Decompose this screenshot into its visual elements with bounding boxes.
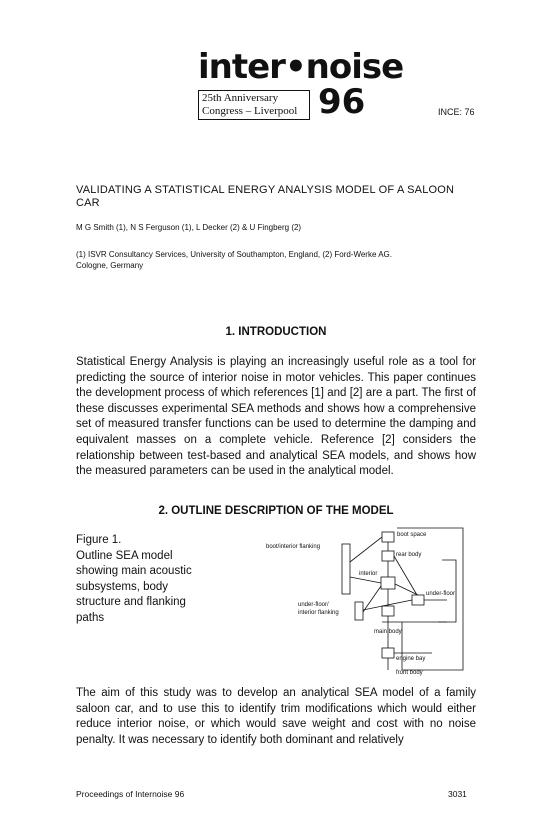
diagram-link: [350, 577, 381, 583]
figure-caption-line: Outline SEA model: [76, 549, 173, 562]
intro-paragraph: Statistical Energy Analysis is playing an increasingly useful role as a tool for predicting the source of interior noise in motor vehicles. This paper continues the development process of which references [1] and [2] are a part. The first of these discusses experimental SEA methods and shows how a comprehensive set of measured transfer functions can be used to determine the damping and equivalent masses on a complete vehicle. Reference [2] considers the relationship between test-based and analytical SEA models, and shows how the measured parameters can be used in the analytical model.: [76, 356, 476, 478]
label-under-floor-flanking-2: interior flanking: [298, 610, 339, 616]
under-floor-node: [412, 595, 424, 605]
label-interior: interior: [359, 571, 378, 577]
label-rear-body: rear body: [396, 552, 422, 558]
label-boot-space: boot space: [397, 532, 427, 538]
ince-code: INCE: 76: [438, 107, 475, 117]
rear-body-node: [382, 551, 394, 561]
diagram-link: [350, 537, 382, 562]
paper-title-line1: VALIDATING A STATISTICAL ENERGY ANALYSIS MODEL OF A SALOON: [76, 184, 455, 196]
figure-caption-line: showing main acoustic: [76, 565, 192, 578]
logo-box-line1: 25th Anniversary: [202, 92, 279, 104]
label-boot-flanking: boot/interior flanking: [266, 544, 321, 550]
figure-caption-line: subsystems, body: [76, 580, 169, 593]
outline-paragraph: The aim of this study was to develop an analytical SEA model of a family saloon car, and to use this to identify trim modifications which would either reduce interior noise, or which would save weight and cost with no noise penalty. It was necessary to identify both dominant and relatively: [76, 687, 476, 746]
conference-logo-box: [198, 90, 310, 120]
boot-flanking-node: [342, 544, 350, 594]
figure-caption-line: Figure 1.: [76, 534, 122, 546]
label-main-body: main body: [374, 629, 402, 635]
figure-caption-line: structure and flanking: [76, 596, 186, 609]
conference-logo-year: 96: [318, 82, 366, 122]
paper-authors: M G Smith (1), N S Ferguson (1), L Decker (2) & U Fingberg (2): [76, 223, 302, 232]
label-under-floor: under-floor: [426, 591, 456, 597]
outline-heading: 2. OUTLINE DESCRIPTION OF THE MODEL: [158, 505, 394, 517]
affiliation-line2: Cologne, Germany: [76, 261, 144, 270]
label-front-body: front body: [396, 670, 423, 676]
paper-title-line2: CAR: [76, 197, 100, 209]
footer-proceedings: Proceedings of Internoise 96: [76, 789, 185, 799]
logo-box-line2: Congress – Liverpool: [202, 105, 298, 117]
main-body-node: [382, 606, 394, 616]
label-under-floor-flanking-1: under-floor/: [298, 602, 329, 608]
paper-affiliations: [76, 249, 476, 271]
intro-heading: 1. INTRODUCTION: [225, 326, 327, 338]
underfloor-flanking-node: [355, 602, 363, 620]
figure-caption: [76, 533, 246, 627]
diagram-outer-line: [397, 528, 463, 670]
footer-page-number: 3031: [448, 789, 467, 799]
label-engine-bay: engine bay: [396, 656, 426, 662]
sea-model-diagram: [262, 522, 476, 684]
paper-title: [76, 184, 476, 210]
boot-space-node: [382, 532, 394, 542]
affiliation-line1: (1) ISVR Consultancy Services, University of Southampton, England, (2) Ford-Werke AG.: [76, 250, 392, 259]
diagram-link: [395, 584, 418, 595]
figure-caption-line: paths: [76, 611, 105, 624]
interior-node: [381, 577, 395, 589]
conference-logo-text: inter•noise: [198, 47, 404, 87]
engine-bay-node: [382, 648, 394, 658]
